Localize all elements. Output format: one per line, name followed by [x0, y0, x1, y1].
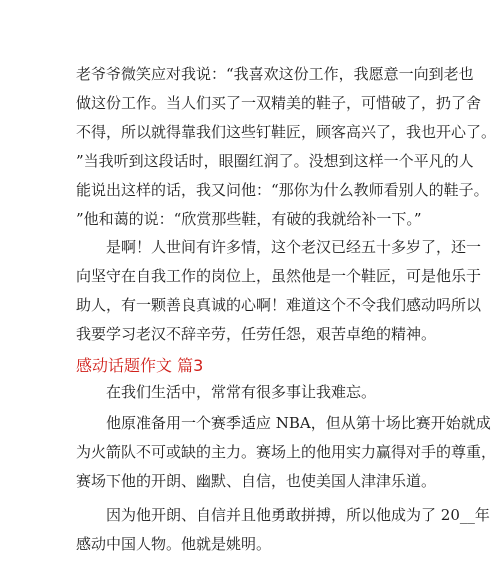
section-heading: 感动话题作文 篇3	[76, 356, 204, 375]
paragraph-line: 为火箭队不可或缺的主力。赛场上的他用实力赢得对手的尊重，	[76, 443, 497, 461]
paragraph-line: 能说出这样的话，我又问他：“那你为什么教师看别人的鞋子。	[76, 181, 489, 199]
paragraph-line: 赛场下他的开朗、幽默、自信，也使美国人津津乐道。	[76, 472, 437, 490]
paragraph-line: 做这份工作。当人们买了一双精美的鞋子，可惜破了，扔了舍	[76, 94, 482, 112]
paragraph-line: ”当我听到这段话时，眼圈红润了。没想到这样一个平凡的人	[76, 152, 474, 170]
paragraph-line: 向坚守在自我工作的岗位上，虽然他是一个鞋匠，可是他乐于	[76, 267, 482, 285]
paragraph-line: 老爷爷微笑应对我说：“我喜欢这份工作，我愿意一向到老也	[76, 65, 474, 83]
paragraph-line: ”他和蔼的说：“欣赏那些鞋，有破的我就给补一下。”	[76, 210, 422, 228]
paragraph-line: 不得，所以就得靠我们这些钉鞋匠，顾客高兴了，我也开心了。	[76, 123, 497, 141]
paragraph-line: 他原准备用一个赛季适应 NBA，但从第十场比赛开始就成	[106, 414, 491, 432]
paragraph-line: 感动中国人物。他就是姚明。	[76, 535, 272, 553]
paragraph-line: 助人，有一颗善良真诚的心啊！难道这个不令我们感动吗所以	[76, 296, 482, 314]
paragraph-line: 是啊！人世间有许多情，这个老汉已经五十多岁了，还一	[106, 238, 482, 256]
paragraph-line: 因为他开朗、自信并且他勇敢拼搏，所以他成为了 20__年	[106, 506, 490, 524]
paragraph-line: 在我们生活中，常常有很多事让我难忘。	[106, 383, 377, 401]
paragraph-line: 我要学习老汉不辞辛劳，任劳任怨，艰苦卓绝的精神。	[76, 325, 437, 343]
